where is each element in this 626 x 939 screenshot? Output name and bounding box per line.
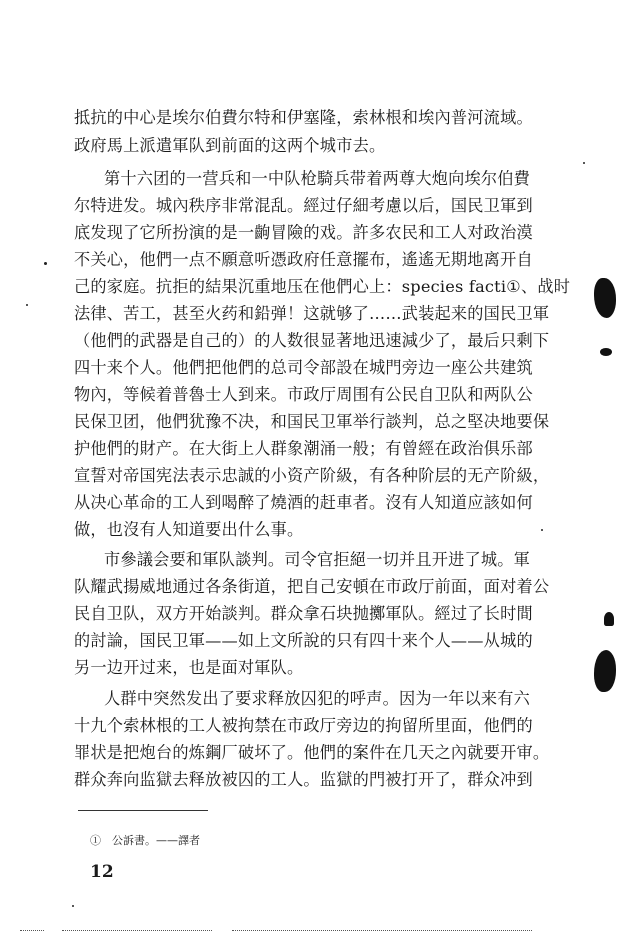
text-line: 物內，等候着普魯士人到来。市政厅周围有公民自卫队和两队公 — [74, 385, 533, 404]
text-line: 四十来个人。他們把他們的总司令部設在城門旁边一座公共建筑 — [74, 358, 533, 377]
text-line: 十九个索林根的工人被拘禁在市政厅旁边的拘留所里面，他們的 — [74, 716, 533, 735]
scan-speck — [72, 905, 74, 907]
text-line: 另一边开过来，也是面对軍队。 — [74, 658, 304, 677]
text-line: 从决心革命的工人到喝醉了燒酒的赶車者。沒有人知道应該如何 — [74, 493, 533, 512]
text-line: 己的家庭。抗拒的結果沉重地压在他們心上：species facti①、战时 — [74, 277, 571, 296]
text-line: 第十六团的一营兵和一中队枪騎兵带着两尊大炮向埃尔伯費 — [104, 169, 531, 188]
text-line: 底发现了它所扮演的是一齣冒險的戏。許多农民和工人对政治漠 — [74, 223, 533, 242]
page-number: 12 — [90, 862, 114, 882]
text-line: 民保卫团，他們犹豫不决，和国民卫軍举行談判，总之堅决地要保 — [74, 412, 550, 431]
scan-speck — [541, 529, 543, 531]
text-line: 民自卫队，双方开始談判。群众拿石块抛擲軍队。經过了长时間 — [74, 604, 533, 623]
scan-edge-line — [232, 930, 532, 931]
text-line: 不关心，他們一点不願意听憑政府任意擺布，遙遙无期地离开自 — [74, 250, 533, 269]
text-line: 市參議会要和軍队談判。司令官拒絕一切并且开进了城。軍 — [104, 550, 531, 569]
scan-speck — [583, 162, 585, 164]
text-line: 队耀武揚威地通过各条街道，把自己安頓在市政厅前面，面对着公 — [74, 577, 550, 596]
scan-speck — [26, 304, 28, 306]
scan-blot — [594, 278, 616, 318]
text-line: 护他們的財产。在大街上人群象潮涌一般；有曾經在政治俱乐部 — [74, 439, 533, 458]
text-line: 做，也沒有人知道要出什么事。 — [74, 520, 304, 539]
footnote: ① 公訴書。——譯者 — [90, 834, 200, 847]
scan-blot — [600, 348, 612, 356]
scan-blot — [594, 650, 616, 692]
text-line: 群众奔向监獄去释放被囚的工人。监獄的門被打开了，群众冲到 — [74, 770, 533, 789]
text-line: （他們的武器是自己的）的人数很显著地迅速減少了，最后只剩下 — [74, 331, 550, 350]
text-line: 尔特进发。城內秩序非常混乱。經过仔細考慮以后，国民卫軍到 — [74, 196, 533, 215]
text-line: 人群中突然发出了要求释放囚犯的呼声。因为一年以来有六 — [104, 689, 531, 708]
text-line: 法律、苦工，甚至火药和鉛弹！这就够了……武装起来的国民卫軍 — [74, 304, 550, 323]
scan-speck — [44, 262, 47, 265]
scan-edge-line — [62, 930, 212, 931]
text-line: 政府馬上派遣軍队到前面的这两个城市去。 — [74, 136, 386, 155]
text-line: 抵抗的中心是埃尔伯費尔特和伊塞隆，索林根和埃內普河流域。 — [74, 108, 533, 127]
scan-edge-line — [20, 930, 44, 931]
footnote-divider — [78, 810, 208, 811]
text-line: 罪状是把炮台的炼鋼厂破坏了。他們的案件在几天之內就要开审。 — [74, 743, 550, 762]
text-line: 的討論，国民卫軍——如上文所說的只有四十来个人——从城的 — [74, 631, 533, 650]
text-line: 宣誓对帝国宪法表示忠誠的小资产阶級，有各种阶层的无产阶級， — [74, 466, 550, 485]
scan-blot — [604, 612, 614, 626]
